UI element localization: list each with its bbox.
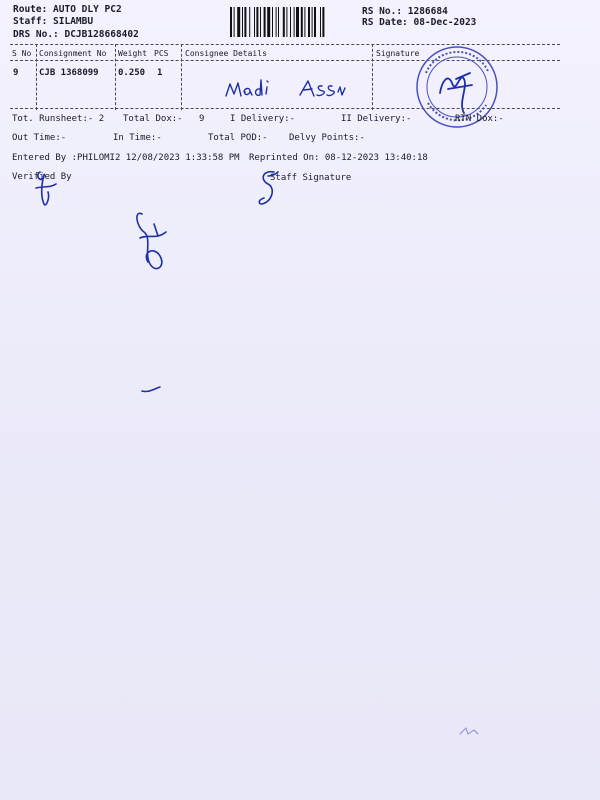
- ii-delivery: II Delivery:-: [341, 114, 412, 124]
- staff-signature-label: Staff Signature: [270, 173, 352, 183]
- reprinted-on: Reprinted On: 08-12-2023 13:40:18: [249, 153, 428, 163]
- col-divider: [115, 44, 116, 110]
- col-header-signature: Signature: [376, 49, 420, 58]
- faint-scribble: [458, 724, 482, 738]
- row-pcs: 1: [157, 68, 163, 78]
- table-bottom-rule: [10, 108, 560, 109]
- entered-by: Entered By :PHILOMI2 12/08/2023 1:33:58 PM: [12, 153, 240, 163]
- barcode: [230, 7, 352, 37]
- in-time: In Time:-: [113, 133, 162, 143]
- total-runsheet: Tot. Runsheet:- 2: [12, 114, 105, 124]
- row-sno: 9: [13, 68, 19, 78]
- col-divider: [36, 44, 37, 110]
- row-weight: 0.250: [118, 68, 146, 78]
- col-header-weight: Weight: [118, 49, 147, 58]
- row-consignment-no: CJB 1368099: [39, 68, 99, 78]
- route-label: Route: AUTO DLY PC2: [13, 4, 122, 15]
- col-header-consignee: Consignee Details: [185, 49, 267, 58]
- out-time: Out Time:-: [12, 133, 67, 143]
- i-delivery: I Delivery:-: [230, 114, 296, 124]
- total-dox-value: 9: [199, 114, 205, 124]
- col-divider: [372, 44, 373, 110]
- verifier-signature: [30, 168, 70, 212]
- rs-date: RS Date: 08-Dec-2023: [362, 17, 477, 28]
- col-header-consignment: Consignment No: [39, 49, 107, 58]
- rs-number: RS No.: 1286684: [362, 6, 448, 17]
- staff-signature: [254, 168, 288, 210]
- total-pod: Total POD:-: [208, 133, 268, 143]
- staff-label: Staff: SILAMBU: [13, 16, 94, 27]
- col-header-sno: S No: [12, 49, 32, 58]
- loose-signature: [130, 206, 180, 278]
- verified-by-label: Verified By: [12, 172, 72, 182]
- rtn-dox: RTN Dox:-: [455, 114, 504, 124]
- drs-number: DRS No.: DCJB128668402: [13, 29, 139, 40]
- total-dox-label: Total Dox:-: [123, 114, 183, 124]
- col-divider: [181, 44, 182, 110]
- ink-mark: [140, 383, 164, 395]
- consignee-handwriting: [220, 72, 350, 104]
- col-header-pcs: PCS: [154, 49, 169, 58]
- delivery-points: Delvy Points:-: [289, 133, 365, 143]
